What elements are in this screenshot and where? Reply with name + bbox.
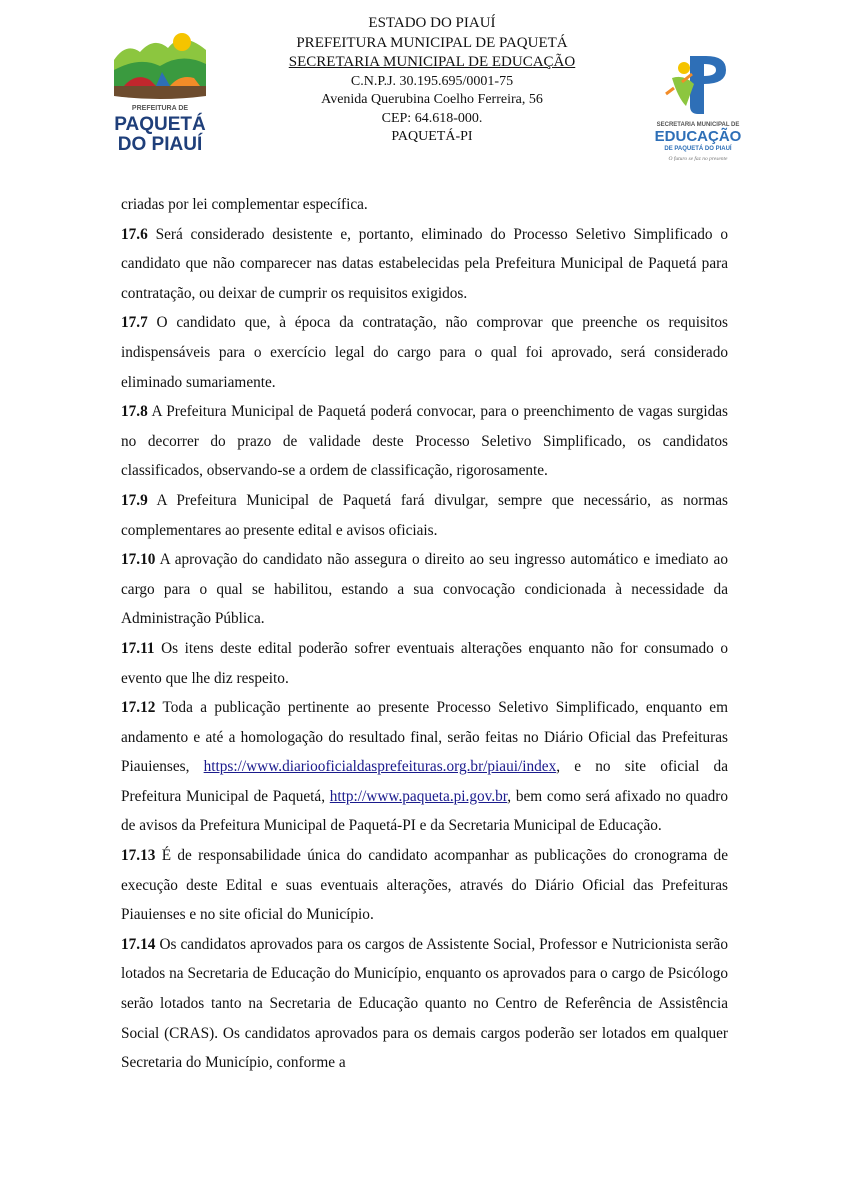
item-text-part1: Toda a publicação pertinente ao presente Processo Seletivo Simplificado, enquanto em andamento e até a homologação do resultado final, serão feitas no Diário Oficial das Prefeituras Piauienses,: [121, 699, 728, 776]
page-header: [0, 0, 849, 175]
item-number: 17.6: [121, 225, 148, 243]
header-secretariat: SECRETARIA MUNICIPAL DE EDUCAÇÃO: [288, 54, 576, 70]
continuation-text: criadas por lei complementar específica.: [121, 196, 368, 213]
item-number: 17.9: [121, 491, 148, 509]
item-number: 17.13: [121, 847, 156, 865]
secretaria-educacao-logo: [648, 48, 748, 168]
item-text: Os candidatos aprovados para os cargos de Assistente Social, Professor e Nutricionista serão lotados na Secretaria de Educação do Município, enquanto os aprovados para o cargo de Psicólogo serão lotados tanto na Secretaria de Educação quanto no Centro de Referência de Assistência Social (CRAS). Os candidatos aprovados para os demais cargos poderão ser lotados em qualquer Secretaria do Município, conforme a: [121, 935, 728, 1072]
item-number: 17.11: [121, 639, 155, 657]
logo-left-line2: DO PIAUÍ: [117, 134, 203, 155]
item-number: 17.8: [121, 403, 148, 421]
item-text: É de responsabilidade única do candidato acompanhar as publicações do cronograma de execução deste Edital e suas eventuais alterações, através do Diário Oficial das Prefeituras Piauienses e no site oficial do Município.: [121, 847, 728, 924]
item-17-8: [121, 397, 728, 486]
logo-left-line1: PAQUETÁ: [114, 114, 206, 135]
item-text-part3: , bem como será afixado no quadro de avisos da Prefeitura Municipal de Paquetá-PI e da Secretaria Municipal de Educação.: [121, 787, 729, 835]
item-text: Será considerado desistente e, portanto, eliminado do Processo Seletivo Simplificado o candidato que não comparecer nas datas estabelecidas pela Prefeitura Municipal de Paquetá para contratação, ou deixar de cumprir os requisitos exigidos.: [121, 225, 728, 302]
letterhead: [232, 14, 632, 147]
header-cep: CEP: 64.618-000.: [381, 110, 483, 126]
document-body: [121, 190, 728, 1078]
item-17-9: [121, 486, 728, 545]
item-17-6: [121, 220, 728, 309]
header-state: ESTADO DO PIAUÍ: [368, 15, 496, 31]
logo-right-top-text: SECRETARIA MUNICIPAL DE: [656, 122, 740, 128]
item-text-part2: , e no site oficial da Prefeitura Municipal de Paquetá,: [121, 758, 728, 805]
item-17-10: [121, 545, 728, 634]
diario-oficial-link[interactable]: https://www.diariooficialdasprefeituras.org.br/piaui/index: [203, 758, 557, 776]
prefeitura-paqueta-logo: [110, 22, 210, 162]
header-prefecture: PREFEITURA MUNICIPAL DE PAQUETÁ: [296, 34, 568, 51]
header-city: PAQUETÁ-PI: [391, 129, 473, 145]
header-address: Avenida Querubina Coelho Ferreira, 56: [321, 92, 543, 108]
logo-right-line2: DE PAQUETÁ DO PIAUÍ: [664, 146, 732, 152]
item-text: A Prefeitura Municipal de Paquetá fará divulgar, sempre que necessário, as normas complementares ao presente edital e avisos oficiais.: [121, 491, 728, 539]
logo-right-line1: EDUCAÇÃO: [654, 128, 742, 145]
item-text: Os itens deste edital poderão sofrer eventuais alterações enquanto não for consumado o evento que lhe diz respeito.: [121, 639, 729, 687]
item-number: 17.12: [121, 699, 156, 717]
logo-left-top-text: PREFEITURA DE: [131, 105, 189, 112]
item-17-11: [121, 634, 728, 693]
item-17-7: [121, 308, 728, 397]
item-17-12: [121, 693, 728, 841]
prefeitura-site-link[interactable]: http://www.paqueta.pi.gov.br: [329, 787, 508, 805]
item-number: 17.14: [121, 935, 156, 953]
logo-right-slogan: O futuro se faz no presente: [668, 156, 728, 162]
item-number: 17.7: [121, 314, 148, 332]
item-text: A Prefeitura Municipal de Paquetá poderá convocar, para o preenchimento de vagas surgidas no decorrer do prazo de validade deste Processo Seletivo Simplificado, os candidatos classificados, observando-se a ordem de classificação, rigorosamente.: [121, 403, 728, 480]
item-17-14: [121, 930, 728, 1078]
item-text: O candidato que, à época da contratação, não comprovar que preenche os requisitos indispensáveis para o exercício legal do cargo para o qual foi aprovado, será considerado eliminado sumariamente.: [121, 314, 728, 391]
item-text: A aprovação do candidato não assegura o direito ao seu ingresso automático e imediato ao cargo para o qual se habilitou, estando a sua convocação condicionada à necessidade da Administração Pública.: [121, 551, 728, 628]
item-number: 17.10: [121, 551, 156, 569]
item-17-13: [121, 841, 728, 930]
header-cnpj: C.N.P.J. 30.195.695/0001-75: [350, 73, 514, 89]
